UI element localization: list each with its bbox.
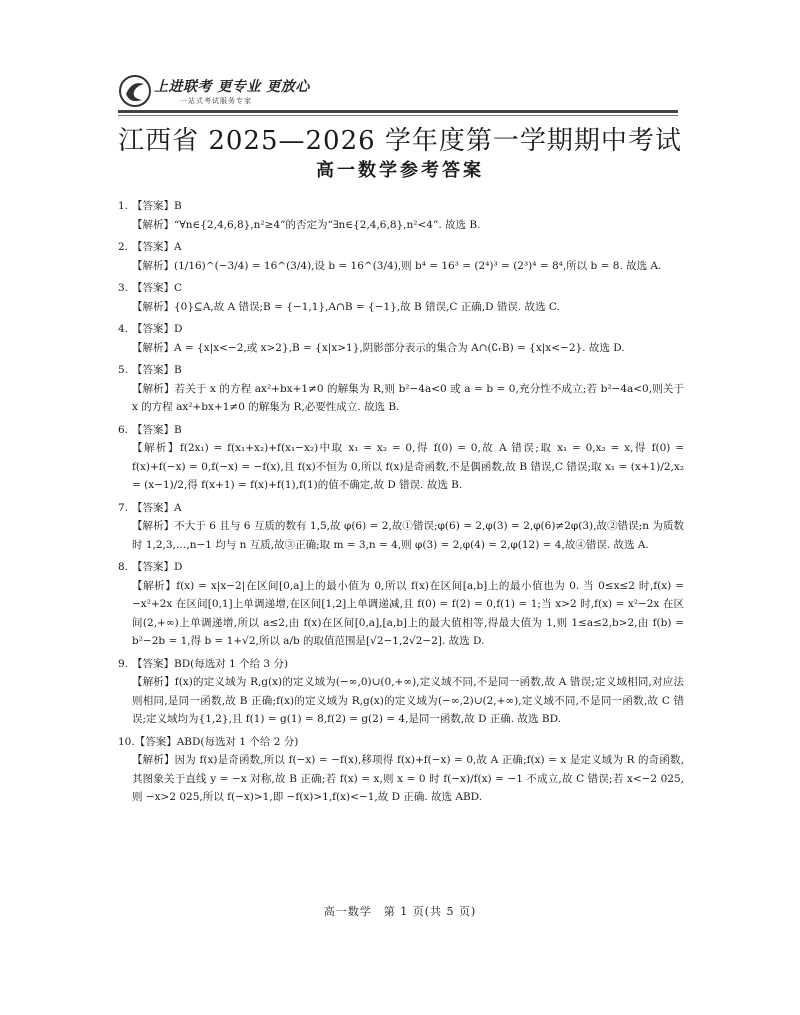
explanation-text: 【解析】f(x)的定义域为 R,g(x)的定义域为(−∞,0)∪(0,+∞),定义域不同,不是同一函数,故 A 错误;定义域相同,对应法则相同,是同一函数,故 B 正确;f(x)的定义域为 R,g(x)的定义域为(−∞,2)∪(2,+∞),定义域不同,不是同一函数,故 C 错误;定义域均为{1,2},且 f(1) = g(1) = 8,f(2) = g(2) = 4,是同一函数,故 D 正确. 故选 BD. <box>132 676 684 725</box>
question-block <box>118 197 684 234</box>
brand-slogan: 上进联考 更专业 更放心 <box>154 79 310 95</box>
answer-label: 【答案】C <box>132 282 183 294</box>
answer-label: 【答案】B <box>132 364 182 376</box>
explanation-text: 【解析】“∀n∈{2,4,6,8},n²≥4”的否定为“∃n∈{2,4,6,8},n²<4”. 故选 B. <box>132 218 481 231</box>
explanation-text: 【解析】{0}⊆A,故 A 错误;B = {−1,1},A∩B = {−1},故 B 错误,C 正确,D 错误. 故选 C. <box>132 300 560 313</box>
question-number: 3. <box>118 282 129 294</box>
question-number: 1. <box>118 200 129 212</box>
answer-label: 【答案】A <box>132 241 182 253</box>
document-subtitle: 高一数学参考答案 <box>316 160 484 181</box>
question-number: 9. <box>118 657 129 670</box>
page-header <box>118 72 678 112</box>
question-block <box>118 733 684 807</box>
answer-label: 【答案】B <box>132 423 182 436</box>
explanation-text: 【解析】f(2x₁) = f(x₁+x₂)+f(x₁−x₂)中取 x₁ = x₂ = 0,得 f(0) = 0,故 A 错误;取 x₁ = 0,x₂ = x,得 f(0) = f(x)+f(−x) = 0,f(−x) = −f(x),且 f(x)不恒为 0,所以 f(x)是奇函数,不是偶函数,故 B 错误,C 错误;取 x₁ = (x+1)/2,x₂ = (x−1)/2,得 f(x+1) = f(x)+f(1),f(1)的值不确定,故 D 错误. 故选 B. <box>132 442 684 491</box>
brand-subtitle: 一站式考试服务专家 <box>180 97 252 105</box>
question-number: 8. <box>118 561 129 573</box>
explanation-text: 【解析】(1/16)^(−3/4) = 16^(3/4),设 b = 16^(3/4),则 b⁴ = 16³ = (2⁴)³ = (2³)⁴ = 8⁴,所以 b = 8. 故选 A. <box>132 259 662 272</box>
question-number: 5. <box>118 364 129 376</box>
answer-label: 【答案】BD(每选对 1 个给 3 分) <box>132 657 289 670</box>
question-number: 4. <box>118 323 129 335</box>
question-block <box>118 421 684 495</box>
question-block <box>118 499 684 555</box>
answer-label: 【答案】D <box>132 561 183 573</box>
exam-title: 江西省 2025—2026 学年度第一学期期中考试 <box>118 126 682 156</box>
question-number: 6. <box>118 423 129 436</box>
question-block <box>118 655 684 729</box>
question-number: 2. <box>118 241 129 253</box>
explanation-text: 【解析】因为 f(x)是奇函数,所以 f(−x) = −f(x),移项得 f(x)+f(−x) = 0,故 A 正确;f(x) = x 是定义域为 R 的奇函数,其图象关于直线 y = −x 对称,故 B 正确;若 f(x) = x,则 x = 0 时 f(−x)/f(x) = −1 不成立,故 C 错误;若 x<−2 025,则 −x>2 025,所以 f(−x)>1,即 −f(x)>1,f(x)<−1,故 D 正确. 故选 ABD. <box>132 754 684 803</box>
explanation-text: 【解析】A = {x|x<−2,或 x>2},B = {x|x>1},阴影部分表示的集合为 A∩(∁ᵣB) = {x|x<−2}. 故选 D. <box>132 341 625 354</box>
question-block <box>118 238 684 275</box>
answer-label: 【答案】B <box>132 200 182 212</box>
header-divider <box>118 110 678 113</box>
brand-logo-icon <box>118 74 152 108</box>
question-number: 10. <box>118 735 135 748</box>
answer-list <box>118 197 684 811</box>
page-footer: 高一数学 第 1 页(共 5 页) <box>323 905 477 918</box>
question-block <box>118 320 684 357</box>
header-divider-thin <box>118 115 678 116</box>
question-block <box>118 558 684 651</box>
explanation-text: 【解析】f(x) = x|x−2|在区间[0,a]上的最小值为 0,所以 f(x)在区间[a,b]上的最小值也为 0. 当 0≤x≤2 时,f(x) = −x²+2x 在区间[0,1]上单调递增,在区间[1,2]上单调递减,且 f(0) = f(2) = 0,f(1) = 1;当 x>2 时,f(x) = x²−2x 在区间(2,+∞)上单调递增,所以 a≤2,由 f(x)在区间[0,a],[a,b]上的最大值相等,得最大值为 1,则 1≤a≤2,b>2,由 f(b) = b²−2b = 1,得 b = 1+√2,所以 a/b 的取值范围是[√2−1,2√2−2]. 故选 D. <box>132 579 684 647</box>
question-block <box>118 361 684 417</box>
answer-label: 【答案】D <box>132 323 183 335</box>
explanation-text: 【解析】若关于 x 的方程 ax²+bx+1≠0 的解集为 R,则 b²−4a<0 或 a = b = 0,充分性不成立;若 b²−4a<0,则关于 x 的方程 ax²+bx+1≠0 的解集为 R,必要性成立. 故选 B. <box>132 382 684 413</box>
answer-label: 【答案】A <box>132 501 182 514</box>
explanation-text: 【解析】不大于 6 且与 6 互质的数有 1,5,故 φ(6) = 2,故①错误;φ(6) = 2,φ(3) = 2,φ(6)≠2φ(3),故②错误;n 为质数时 1,2,3,…,n−1 均与 n 互质,故③正确;取 m = 3,n = 4,则 φ(3) = 2,φ(4) = 2,φ(12) = 4,故④错误. 故选 A. <box>132 520 684 551</box>
question-block <box>118 279 684 316</box>
question-number: 7. <box>118 501 129 514</box>
answer-label: 【答案】ABD(每选对 1 个给 2 分) <box>134 735 299 748</box>
